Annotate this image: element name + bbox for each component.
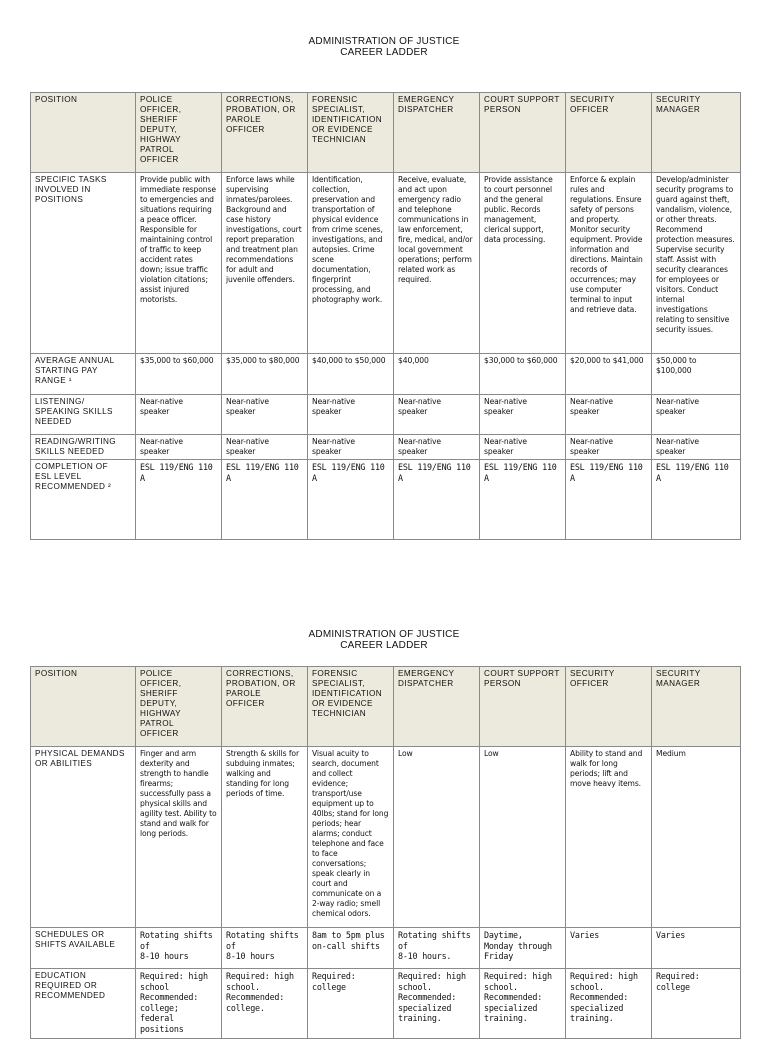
row-label: READING/WRITING SKILLS NEEDED [31,435,136,460]
table-cell: Finger and arm dexterity and strength to handle firearms; successfully pass a physical skills and agility test. Ability to stand and walk for long periods. [136,747,222,928]
table-cell: Visual acuity to search, document and collect evidence; transport/use equipment up to 40lbs; stand for long periods; hear alarms; conduct telephone and face to face conversations; speak clearly in court and communicate on a 2-way radio; smell chemical odors. [308,747,394,928]
table-cell: $30,000 to $60,000 [480,354,566,395]
table-cell: Rotating shifts of 8-10 hours. [394,928,480,969]
page1-title [0,36,768,58]
page2-title-line2: CAREER LADDER [340,640,428,651]
table-cell: Required: high school. Recommended: college. [222,969,308,1039]
row-label: AVERAGE ANNUAL STARTING PAY RANGE ¹ [31,354,136,395]
table-cell: Ability to stand and walk for long periods; lift and move heavy items. [566,747,652,928]
table-row [31,173,741,354]
page1-title-line2: CAREER LADDER [340,47,428,58]
column-header: FORENSIC SPECIALIST, IDENTIFICATION OR EVIDENCE TECHNICIAN [308,667,394,747]
table-cell: Near-native speaker [394,395,480,435]
column-header: COURT SUPPORT PERSON [480,93,566,173]
header-row [31,667,741,747]
table-row [31,435,741,460]
column-header: EMERGENCY DISPATCHER [394,667,480,747]
table-cell: Required: college [652,969,741,1039]
row-label: SCHEDULES OR SHIFTS AVAILABLE [31,928,136,969]
table-cell: Low [480,747,566,928]
table-cell: Identification, collection, preservation and transportation of physical evidence from crime scenes, investigations, and autopsies. Crime scene documentation, fingerprint processing, and photography work. [308,173,394,354]
table-cell: Near-native speaker [222,435,308,460]
table-cell: Near-native speaker [394,435,480,460]
table-cell: ESL 119/ENG 110 A [222,460,308,540]
table-cell: Required: college [308,969,394,1039]
table-cell: Near-native speaker [566,435,652,460]
column-header: CORRECTIONS, PROBATION, OR PAROLE OFFICER [222,93,308,173]
career-ladder-table-1 [30,92,741,540]
table-cell: ESL 119/ENG 110 A [394,460,480,540]
column-header: POLICE OFFICER, SHERIFF DEPUTY, HIGHWAY PATROL OFFICER [136,667,222,747]
table-cell: Near-native speaker [652,395,741,435]
row-label: SPECIFIC TASKS INVOLVED IN POSITIONS [31,173,136,354]
table-cell: ESL 119/ENG 110 A [136,460,222,540]
column-header: CORRECTIONS, PROBATION, OR PAROLE OFFICER [222,667,308,747]
table-row [31,460,741,540]
table-cell: Near-native speaker [136,395,222,435]
row-label: POSITION [31,667,136,747]
table-cell: Enforce laws while supervising inmates/parolees. Background and case history investigations, court report preparation and treatment plan recommendations for adult and juvenile offenders. [222,173,308,354]
column-header: FORENSIC SPECIALIST, IDENTIFICATION OR EVIDENCE TECHNICIAN [308,93,394,173]
table-cell: Medium [652,747,741,928]
table-cell: ESL 119/ENG 110 A [566,460,652,540]
row-label: COMPLETION OF ESL LEVEL RECOMMENDED ² [31,460,136,540]
table-cell: Near-native speaker [222,395,308,435]
table-cell: Near-native speaker [652,435,741,460]
column-header: COURT SUPPORT PERSON [480,667,566,747]
column-header: EMERGENCY DISPATCHER [394,93,480,173]
table-row [31,354,741,395]
career-ladder-table-2 [30,666,741,1039]
table-cell: Near-native speaker [136,435,222,460]
column-header: SECURITY OFFICER [566,93,652,173]
table-cell: Provide public with immediate response to emergencies and situations requiring a peace officer. Responsible for maintaining control of traffic to keep accident rates down; issue traffic violation citations; assist injured motorists. [136,173,222,354]
table-cell: $35,000 to $60,000 [136,354,222,395]
table-cell: Enforce & explain rules and regulations. Ensure safety of persons and property. Monitor security equipment. Provide information and directions. Maintain records of occurrences; may use computer terminal to input and retrieve data. [566,173,652,354]
header-row [31,93,741,173]
table-cell: $35,000 to $80,000 [222,354,308,395]
table-cell: Near-native speaker [308,395,394,435]
table-cell: $40,000 [394,354,480,395]
row-label: PHYSICAL DEMANDS OR ABILITIES [31,747,136,928]
table-cell: Low [394,747,480,928]
table-cell: Required: high school. Recommended: specialized training. [566,969,652,1039]
table-row [31,969,741,1039]
column-header: POLICE OFFICER, SHERIFF DEPUTY, HIGHWAY PATROL OFFICER [136,93,222,173]
table-cell: ESL 119/ENG 110 A [480,460,566,540]
table-cell: Required: high school. Recommended: specialized training. [394,969,480,1039]
table-cell: Provide assistance to court personnel and the general public. Records management, clerical support, data processing. [480,173,566,354]
table-cell: Strength & skills for subduing inmates; walking and standing for long periods of time. [222,747,308,928]
page1-title-line1: ADMINISTRATION OF JUSTICE [308,36,460,47]
table-cell: Receive, evaluate, and act upon emergency radio and telephone communications in law enforcement, fire, medical, and/or local government operations; perform related work as required. [394,173,480,354]
table-cell: Near-native speaker [480,395,566,435]
page2-title [0,629,768,651]
table-cell: Rotating shifts of 8-10 hours [136,928,222,969]
table-cell: $40,000 to $50,000 [308,354,394,395]
table-cell: Develop/administer security programs to guard against theft, vandalism, violence, or other threats. Recommend protection measures. Supervise security staff. Assist with security clearances for employees or visitors. Conduct internal investigations relating to sensitive security issues. [652,173,741,354]
table-cell: Rotating shifts of 8-10 hours [222,928,308,969]
table-cell: Near-native speaker [308,435,394,460]
column-header: SECURITY MANAGER [652,667,741,747]
table-cell: 8am to 5pm plus on-call shifts [308,928,394,969]
table-cell: ESL 119/ENG 110 A [308,460,394,540]
table-row [31,395,741,435]
table-cell: Near-native speaker [480,435,566,460]
table-cell: Varies [566,928,652,969]
table-cell: Near-native speaker [566,395,652,435]
row-label: LISTENING/ SPEAKING SKILLS NEEDED [31,395,136,435]
table-cell: Varies [652,928,741,969]
table-cell: Daytime, Monday through Friday [480,928,566,969]
table-row [31,747,741,928]
page2-title-line1: ADMINISTRATION OF JUSTICE [308,629,460,640]
column-header: SECURITY OFFICER [566,667,652,747]
table-row [31,928,741,969]
table-cell: $20,000 to $41,000 [566,354,652,395]
table-cell: Required: high school. Recommended: specialized training. [480,969,566,1039]
column-header: SECURITY MANAGER [652,93,741,173]
row-label: EDUCATION REQUIRED OR RECOMMENDED [31,969,136,1039]
row-label: POSITION [31,93,136,173]
table-cell: ESL 119/ENG 110 A [652,460,741,540]
table-cell: $50,000 to $100,000 [652,354,741,395]
table-cell: Required: high school Recommended: college; federal positions [136,969,222,1039]
